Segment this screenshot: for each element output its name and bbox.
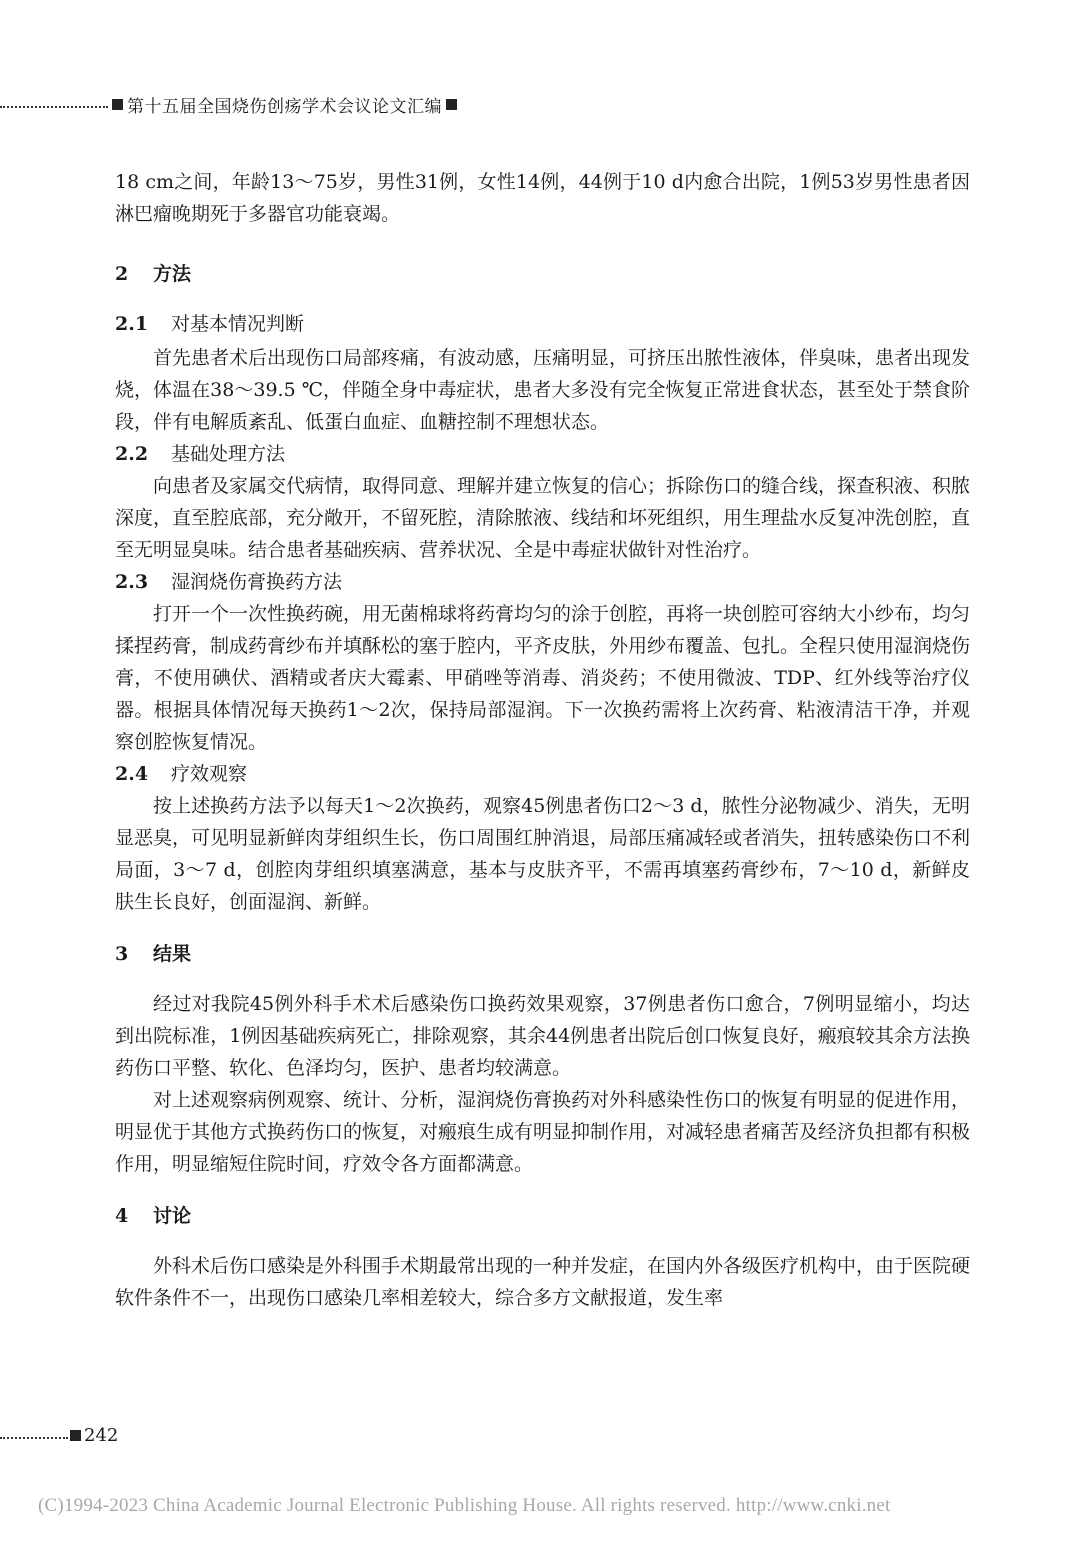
section-4-title: 讨论 [153,1205,192,1227]
section-3-paragraph-2: 对上述观察病例观察、统计、分析，湿润烧伤膏换药对外科感染性伤口的恢复有明显的促进作用，明显优于其他方式换药伤口的恢复，对瘢痕生成有明显抑制作用，对减轻患者痛苦及经济负担都有积极作用，明显缩短住院时间，疗效令各方面都满意。 [115,1089,971,1175]
subsection-2-4-text: 按上述换药方法予以每天1～2次换药，观察45例患者伤口2～3 d，脓性分泌物减少、消失，无明显恶臭，可见明显新鲜肉芽组织生长，伤口周围红肿消退，局部压痛减轻或者消失，扭转感染伤口不利局面，3～7 d，创腔肉芽组织填塞满意，基本与皮肤齐平，不需再填塞药膏纱布，7～10 d，新鲜皮肤生长良好，创面湿润、新鲜。 [115,795,971,913]
subsection-2-4-number: 2.4 [115,763,149,785]
header-square-bullet-left [112,99,123,110]
subsection-2-3-number: 2.3 [115,571,149,593]
subsection-2-3-title: 湿润烧伤膏换药方法 [171,571,343,593]
subsection-2-1-title: 对基本情况判断 [171,313,305,335]
intro-paragraph: 18 cm之间，年龄13～75岁，男性31例，女性14例，44例于10 d内愈合出院，1例53岁男性患者因淋巴瘤晚期死于多器官功能衰竭。 [115,171,970,225]
subsection-2-1-heading [115,308,970,340]
section-2-title: 方法 [153,263,192,285]
section-2-number: 2 [115,263,129,285]
subsection-2-1-number: 2.1 [115,313,149,335]
running-header [0,92,461,116]
subsection-2-3-text: 打开一个一次性换药碗，用无菌棉球将药膏均匀的涂于创腔，再将一块创腔可容纳大小纱布，均匀揉捏药膏，制成药膏纱布并填酥松的塞于腔内，平齐皮肤，外用纱布覆盖、包扎。全程只使用湿润烧伤膏，不使用碘伏、酒精或者庆大霉素、甲硝唑等消毒、消炎药；不使用微波、TDP、红外线等治疗仪器。根据具体情况每天换药1～2次，保持局部湿润。下一次换药需将上次药膏、粘液清洁干净，并观察创腔恢复情况。 [115,603,971,753]
subsection-2-2-title: 基础处理方法 [171,443,286,465]
subsection-2-2-number: 2.2 [115,443,149,465]
header-title: 第十五届全国烧伤创疡学术会议论文汇编 [127,96,442,117]
section-4-paragraph-1: 外科术后伤口感染是外科围手术期最常出现的一种并发症，在国内外各级医疗机构中，由于医院硬软件条件不一，出现伤口感染几率相差较大，综合多方文献报道，发生率 [115,1255,971,1309]
header-dotted-leader [0,106,108,108]
copyright-notice: (C)1994-2023 China Academic Journal Electronic Publishing House. All rights reserved. http://www.cnki.net [38,1495,891,1516]
subsection-2-3-heading [115,566,970,598]
section-4-heading [115,1200,970,1232]
page-number: 242 [84,1424,119,1446]
subsection-2-4-heading [115,758,970,790]
page-footer [0,1423,118,1447]
section-3-number: 3 [115,943,129,965]
subsection-2-2-text: 向患者及家属交代病情，取得同意、理解并建立恢复的信心；拆除伤口的缝合线，探查积液、积脓深度，直至腔底部，充分敞开，不留死腔，清除脓液、线结和坏死组织，用生理盐水反复冲洗创腔，直至无明显臭味。结合患者基础疾病、营养状况、全是中毒症状做针对性治疗。 [115,475,971,561]
subsection-2-2-heading [115,438,970,470]
section-4-number: 4 [115,1205,129,1227]
subsection-2-4-title: 疗效观察 [171,763,248,785]
page-body [115,166,970,1314]
header-square-bullet-right [446,99,457,110]
footer-dotted-leader [0,1437,68,1439]
footer-square-bullet [70,1430,81,1441]
section-3-paragraph-1: 经过对我院45例外科手术术后感染伤口换药效果观察，37例患者伤口愈合，7例明显缩小，均达到出院标准，1例因基础疾病死亡，排除观察，其余44例患者出院后创口恢复良好，瘢痕较其余方法换药伤口平整、软化、色泽均匀，医护、患者均较满意。 [115,993,970,1079]
subsection-2-1-text: 首先患者术后出现伤口局部疼痛，有波动感，压痛明显，可挤压出脓性液体，伴臭味，患者出现发烧，体温在38～39.5 ℃，伴随全身中毒症状，患者大多没有完全恢复正常进食状态，甚至处于禁食阶段，伴有电解质紊乱、低蛋白血症、血糖控制不理想状态。 [115,347,971,433]
section-2-heading [115,258,970,290]
section-3-heading [115,938,970,970]
section-3-title: 结果 [153,943,192,965]
